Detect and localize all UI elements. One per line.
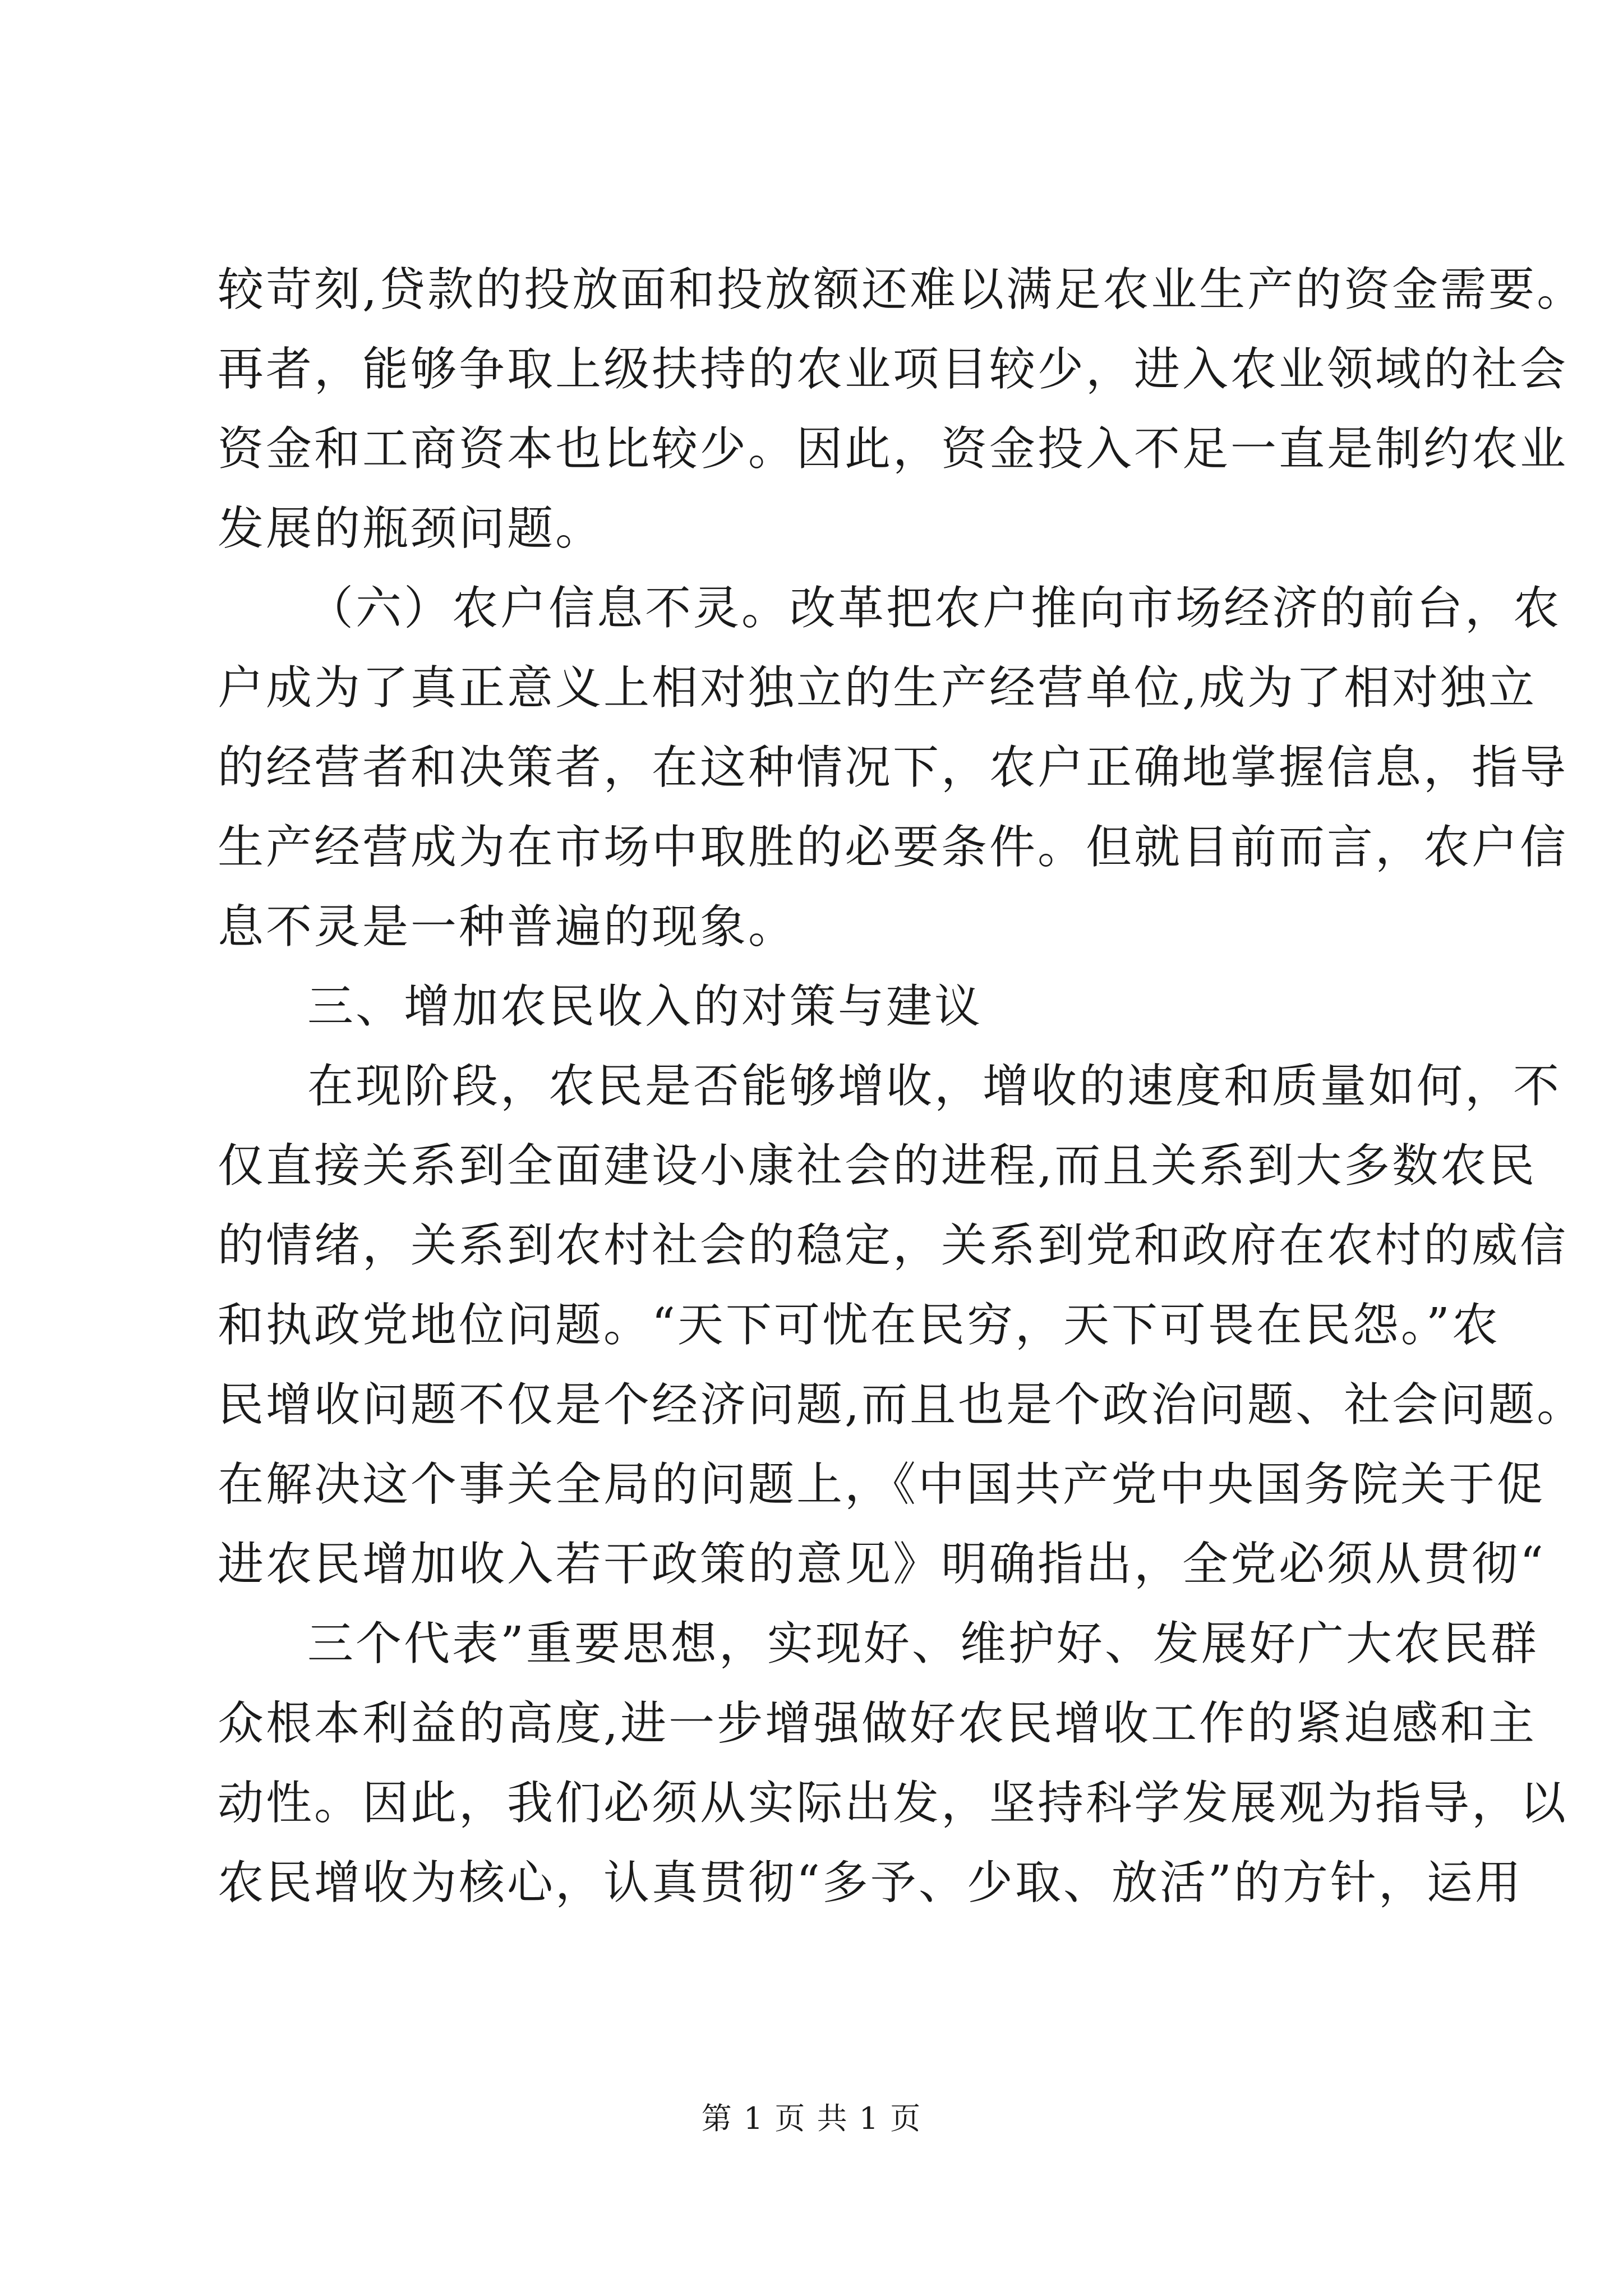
text-line: 户成为了真正意义上相对独立的生产经营单位,成为了相对独立: [218, 661, 1537, 715]
text-line: 和执政党地位问题。“天下可忧在民穷，天下可畏在民怨。”农: [218, 1299, 1500, 1352]
text-line: 的情绪，关系到农村社会的稳定，关系到党和政府在农村的威信: [218, 1219, 1569, 1272]
page-footer: 第 1 页 共 1 页: [701, 2101, 922, 2136]
paragraph-start: 三个代表”重要思想，实现好、维护好、发展好广大农民群: [307, 1617, 1539, 1671]
text-line: 较苛刻,贷款的投放面和投放额还难以满足农业生产的资金需要。: [218, 263, 1585, 316]
text-line: 动性。因此，我们必须从实际出发，坚持科学发展观为指导，以: [218, 1777, 1569, 1830]
text-line: 息不灵是一种普遍的现象。: [218, 900, 797, 954]
paragraph-start: 在现阶段，农民是否能够增收，增收的速度和质量如何，不: [307, 1060, 1562, 1113]
text-line: 众根本利益的高度,进一步增强做好农民增收工作的紧迫感和主: [218, 1697, 1537, 1750]
text-line: 进农民增加收入若干政策的意见》明确指出，全党必须从贯彻“: [218, 1538, 1546, 1591]
text-line: 仅直接关系到全面建设小康社会的进程,而且关系到大多数农民: [218, 1139, 1537, 1193]
text-line: 民增收问题不仅是个经济问题,而且也是个政治问题、社会问题。: [218, 1378, 1585, 1432]
text-line: 发展的瓶颈问题。: [218, 502, 604, 555]
text-line: 农民增收为核心，认真贯彻“多予、少取、放活”的方针，运用: [218, 1856, 1523, 1910]
text-line: 在解决这个事关全局的问题上，《中国共产党中央国务院关于促: [218, 1458, 1546, 1511]
text-line: 资金和工商资本也比较少。因此，资金投入不足一直是制约农业: [218, 422, 1569, 476]
document-body: [218, 250, 1585, 1923]
section-heading-three: 三、增加农民收入的对策与建议: [307, 980, 983, 1033]
text-line: 的经营者和决策者，在这种情况下，农户正确地掌握信息，指导: [218, 741, 1569, 794]
paragraph-heading-six: （六）农户信息不灵。改革把农户推向市场经济的前台，农: [307, 582, 1562, 635]
text-line: 生产经营成为在市场中取胜的必要条件。但就目前而言，农户信: [218, 821, 1569, 874]
text-line: 再者，能够争取上级扶持的农业项目较少，进入农业领域的社会: [218, 343, 1569, 396]
